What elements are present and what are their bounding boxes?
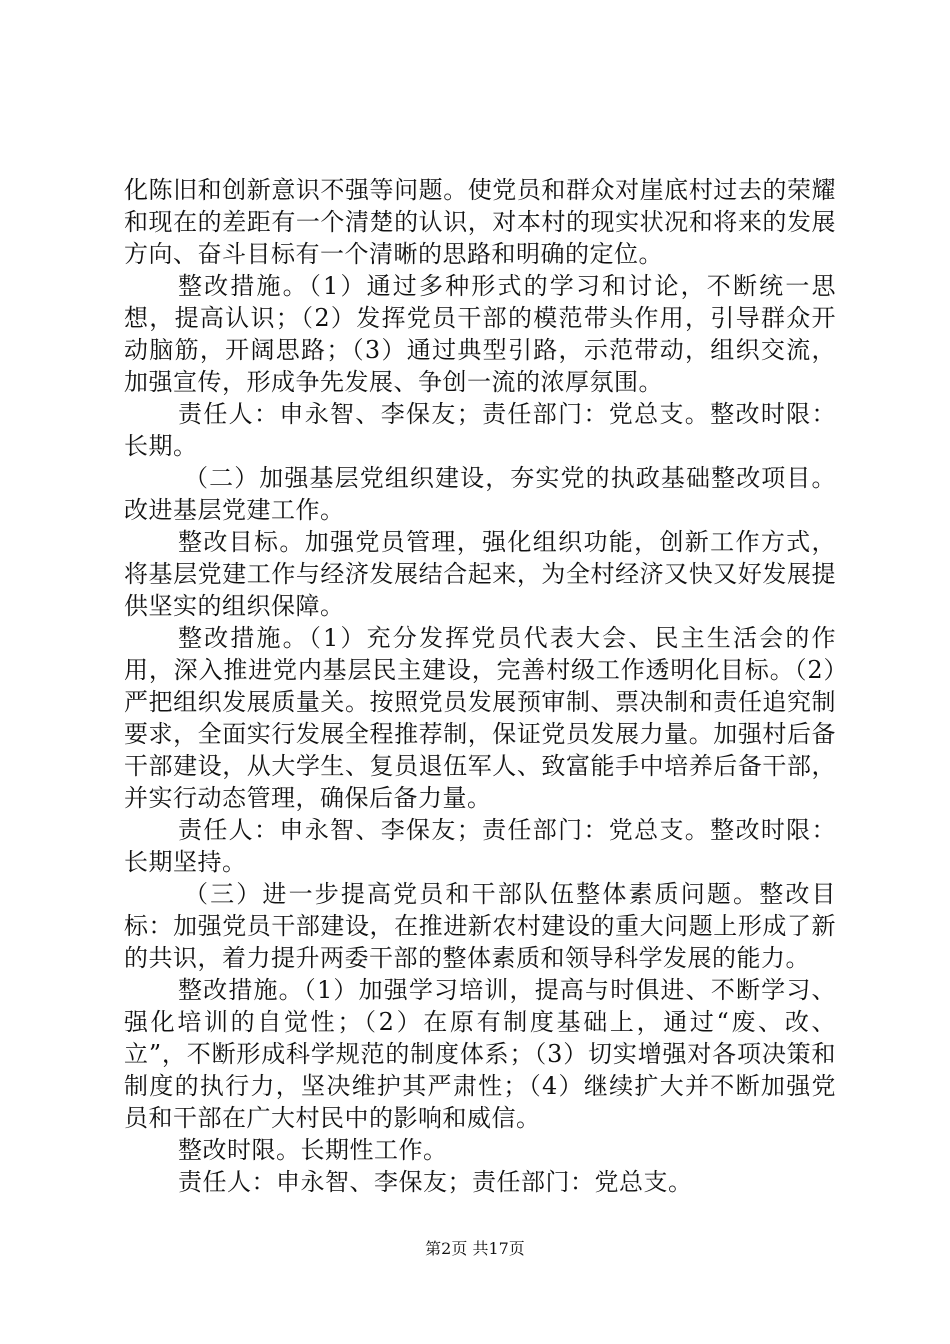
paragraph-measures-1: 整改措施。（1）通过多种形式的学习和讨论，不断统一思想，提高认识；（2）发挥党员干部的模范带头作用，引导群众开动脑筋，开阔思路；（3）通过典型引路，示范带动，组织交流，加强宣传，形成争先发展、争创一流的浓厚氛围。 [124, 272, 836, 396]
page-number-label: 第2页 共17页 [425, 1239, 525, 1258]
paragraph-deadline-3: 整改时限。长期性工作。 [178, 1136, 448, 1164]
paragraph-responsible-2: 责任人：申永智、李保友；责任部门：党总支。整改时限：长期坚持。 [124, 816, 836, 876]
section-heading-2: （二）加强基层党组织建设，夯实党的执政基础整改项目。改进基层党建工作。 [124, 464, 836, 524]
paragraph-responsible-1: 责任人：申永智、李保友；责任部门：党总支。整改时限：长期。 [124, 400, 836, 460]
paragraph-goal-2: 整改目标。加强党员管理，强化组织功能，创新工作方式，将基层党建工作与经济发展结合起来，为全村经济又快又好发展提供坚实的组织保障。 [124, 528, 836, 620]
section-heading-3: （三）进一步提高党员和干部队伍整体素质问题。整改目标：加强党员干部建设，在推进新农村建设的重大问题上形成了新的共识，着力提升两委干部的整体素质和领导科学发展的能力。 [124, 880, 836, 972]
document-body [124, 174, 836, 1198]
paragraph-measures-2: 整改措施。（1）充分发挥党员代表大会、民主生活会的作用，深入推进党内基层民主建设，完善村级工作透明化目标。（2）严把组织发展质量关。按照党员发展预审制、票决制和责任追究制要求，全面实行发展全程推荐制，保证党员发展力量。加强村后备干部建设，从大学生、复员退伍军人、致富能手中培养后备干部，并实行动态管理，确保后备力量。 [124, 624, 836, 812]
page-footer [0, 1238, 950, 1260]
paragraph-continuation: 化陈旧和创新意识不强等问题。使党员和群众对崖底村过去的荣耀和现在的差距有一个清楚的认识，对本村的现实状况和将来的发展方向、奋斗目标有一个清晰的思路和明确的定位。 [124, 176, 836, 268]
paragraph-responsible-3: 责任人：申永智、李保友；责任部门：党总支。 [178, 1168, 693, 1196]
paragraph-measures-3: 整改措施。（1）加强学习培训，提高与时俱进、不断学习、强化培训的自觉性；（2）在原有制度基础上，通过“废、改、立”，不断形成科学规范的制度体系；（3）切实增强对各项决策和制度的执行力，坚决维护其严肃性；（4）继续扩大并不断加强党员和干部在广大村民中的影响和威信。 [124, 976, 836, 1132]
